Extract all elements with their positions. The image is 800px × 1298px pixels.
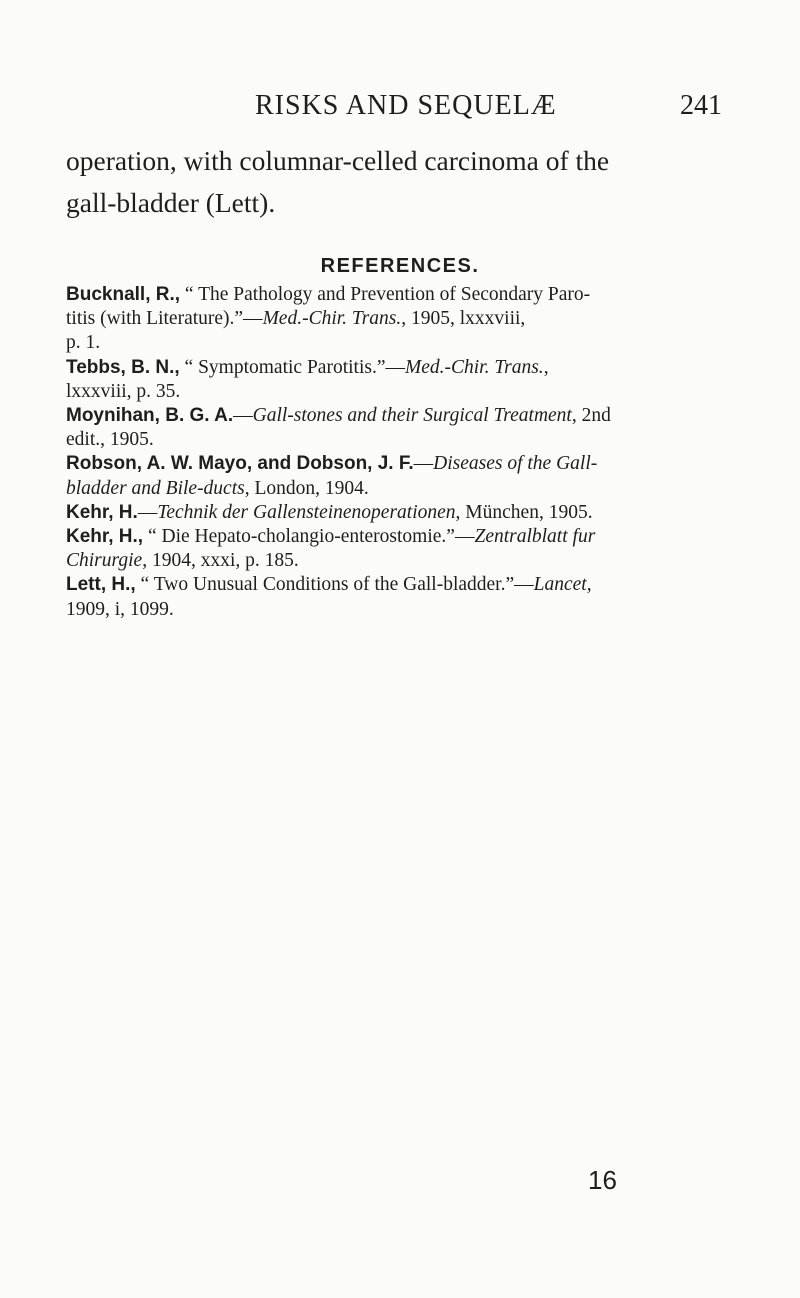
reference-item [66,452,746,500]
references-list [66,283,746,622]
reference-text: “ The Pathology and Prevention of Secondary Paro- [180,284,591,305]
reference-text: p. 1. [66,332,101,354]
reference-author: Tebbs, B. N., [66,356,180,378]
reference-author: Lett, H., [66,574,136,596]
reference-text: , 2nd [571,405,611,427]
intro-paragraph [66,140,746,224]
reference-source: Gall-stones and their Surgical Treatment [252,405,572,427]
reference-source: Technik der Gallensteinenoperationen [157,501,456,523]
reference-author: Kehr, H., [66,526,144,548]
reference-item [66,356,746,404]
reference-item [66,573,746,621]
reference-text: — [233,405,253,427]
reference-source: bladder and Bile-ducts [66,477,245,499]
reference-text: — [137,501,158,523]
footer-number: 16 [588,1165,617,1195]
reference-text: , München, 1905. [455,501,593,523]
reference-text: “ Symptomatic Parotitis.”— [179,356,405,378]
reference-text: “ Die Hepato-cholangio-enterostomie.”— [143,526,475,548]
reference-text: edit., 1905. [66,429,154,451]
reference-source: Zentralblatt fur [474,526,596,548]
reference-source: Med.-Chir. Trans. [262,308,402,330]
reference-source: Chirurgie [66,550,143,572]
reference-author: Moynihan, B. G. A. [66,405,234,427]
reference-text: “ Two Unusual Conditions of the Gall-bladder.”— [135,574,534,596]
intro-line: operation, with columnar-celled carcinoma of the [66,145,610,176]
references-heading: REFERENCES. [320,255,480,277]
running-head [60,90,722,130]
reference-text: titis (with Literature).”— [66,308,263,330]
reference-text: 1909, i, 1099. [66,598,174,620]
running-title: RISKS AND SEQUELÆ [255,90,557,121]
page-number: 241 [680,90,722,121]
reference-author: Bucknall, R., [66,284,181,305]
reference-source: Med.-Chir. Trans. [404,356,544,378]
reference-source: Lancet [533,574,587,596]
intro-line: gall-bladder (Lett). [66,187,276,218]
reference-item [66,501,746,525]
reference-text: , 1905, lxxxviii, [401,308,526,330]
reference-text: , [586,574,592,596]
reference-text: , London, 1904. [244,477,369,499]
reference-item [66,283,746,356]
reference-source: Diseases of the Gall- [433,453,598,475]
reference-text: lxxxviii, p. 35. [66,380,181,402]
reference-item [66,525,746,573]
reference-item [66,404,746,452]
reference-text: , 1904, xxxi, p. 185. [142,550,299,572]
reference-author: Robson, A. W. Mayo, and Dobson, J. F. [66,453,414,475]
reference-text: , [543,356,549,378]
reference-text: — [413,453,434,475]
reference-author: Kehr, H. [66,501,138,523]
